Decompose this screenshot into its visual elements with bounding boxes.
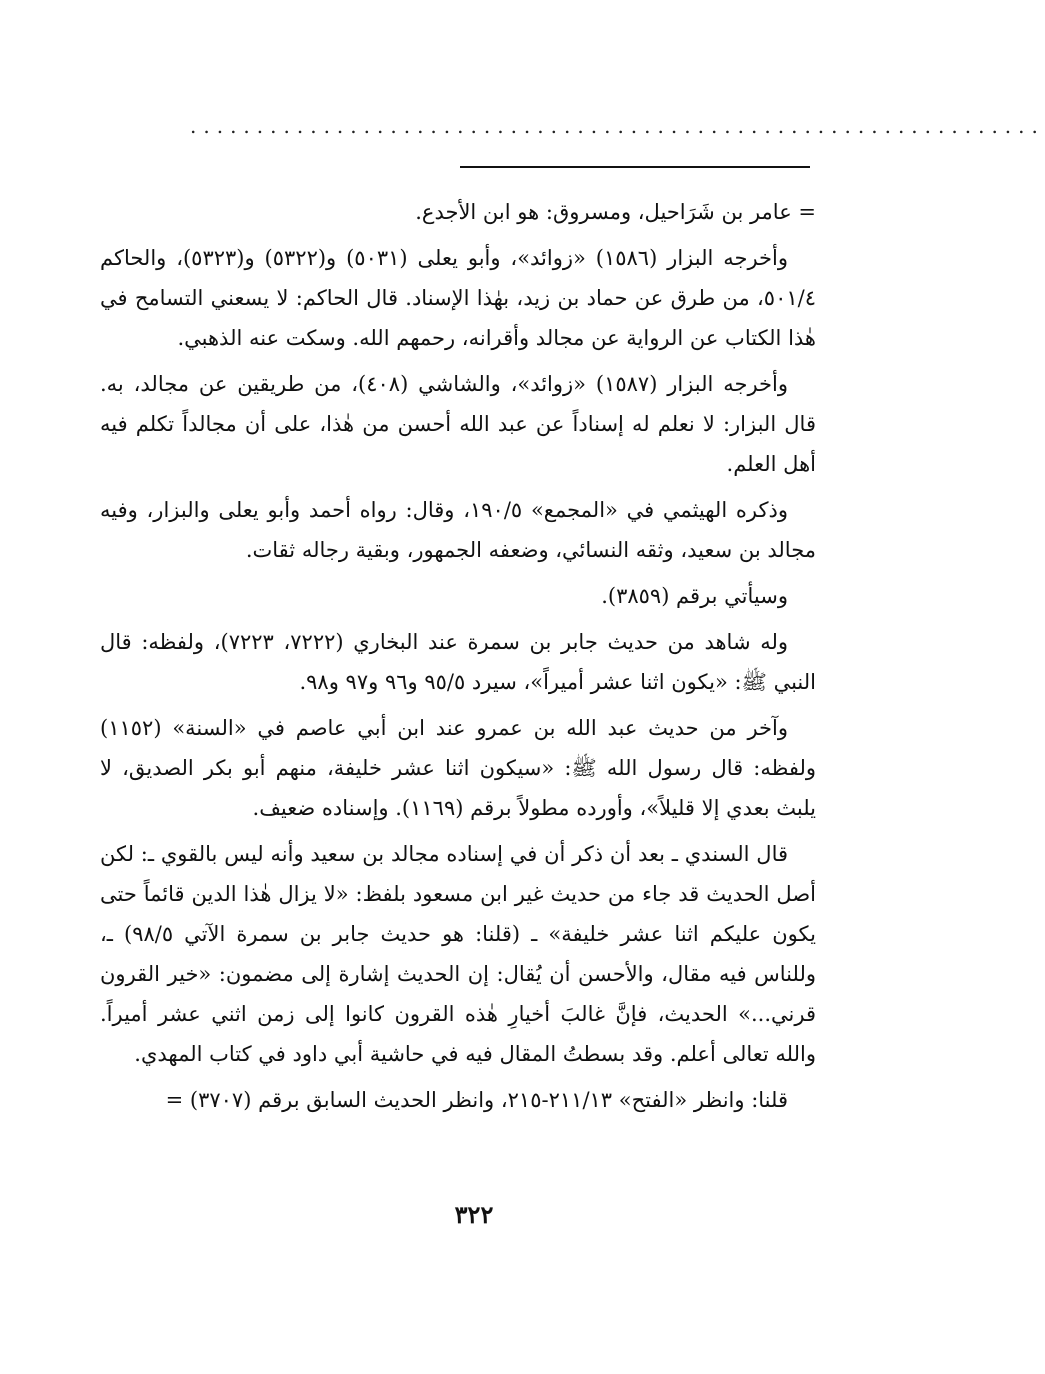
- paragraph-continuation: = عامر بن شَرَاحيل، ومسروق: هو ابن الأجدع.: [415, 200, 816, 224]
- paragraph: قلنا: وانظر «الفتح» ٢١١/١٣-٢١٥، وانظر الحديث السابق برقم (٣٧٠٧) =: [165, 1088, 788, 1112]
- paragraph: وسيأتي برقم (٣٨٥٩).: [601, 584, 788, 608]
- paragraph: وأخرجه البزار (١٥٨٧) «زوائد»، والشاشي (٤٠٨)، من طريقين عن مجالد، به. قال البزار: لا نعلم له إسناداً عن عبد الله أحسن من هٰذا، على أن مجالداً تكلم فيه أهل العلم.: [100, 372, 816, 476]
- paragraph: وذكره الهيثمي في «المجمع» ١٩٠/٥، وقال: رواه أحمد وأبو يعلى والبزار، وفيه مجالد بن سعيد، وثقه النسائي، وضعفه الجمهور، وبقية رجاله ثقات.: [100, 498, 816, 562]
- footnote-body: [100, 192, 816, 1120]
- page-number: ٣٢٢: [454, 1200, 494, 1229]
- dot-leader: ................................................................: [190, 114, 1045, 138]
- footnote-separator-rule: [460, 166, 810, 168]
- paragraph: وآخر من حديث عبد الله بن عمرو عند ابن أبي عاصم في «السنة» (١١٥٢) ولفظه: قال رسول الله ﷺ: «سيكون اثنا عشر خليفة، منهم أبو بكر الصديق، لا يلبث بعدي إلا قليلاً»، وأورده مطولاً برقم (١١٦٩). وإسناده ضعيف.: [100, 716, 816, 820]
- paragraph: وله شاهد من حديث جابر بن سمرة عند البخاري (٧٢٢٢، ٧٢٢٣)، ولفظه: قال النبي ﷺ: «يكون اثنا عشر أميراً»، سيرد ٩٥/٥ و٩٦ و٩٧ و٩٨.: [100, 630, 816, 694]
- paragraph: وأخرجه البزار (١٥٨٦) «زوائد»، وأبو يعلى (٥٠٣١) و(٥٣٢٢) و(٥٣٢٣)، والحاكم ٥٠١/٤، من طرق عن حماد بن زيد، بهٰذا الإسناد. قال الحاكم: لا يسعني التسامح في هٰذا الكتاب عن الرواية عن مجالد وأقرانه، رحمهم الله. وسكت عنه الذهبي.: [100, 246, 816, 350]
- paragraph: قال السندي ـ بعد أن ذكر أن في إسناده مجالد بن سعيد وأنه ليس بالقوي ـ: لكن أصل الحديث قد جاء من حديث غير ابن مسعود بلفظ: «لا يزال هٰذا الدين قائماً حتى يكون عليكم اثنا عشر خليفة» ـ (قلنا: هو حديث جابر بن سمرة الآتي ٩٨/٥) ـ، وللناس فيه مقال، والأحسن أن يُقال: إن الحديث إشارة إلى مضمون: «خير القرون قرني...» الحديث، فإنَّ غالبَ أخيارِ هٰذه القرون كانوا إلى زمن اثني عشر أميراً. والله تعالى أعلم. وقد بسطتُ المقال فيه في حاشية أبي داود في كتاب المهدي.: [100, 842, 816, 1066]
